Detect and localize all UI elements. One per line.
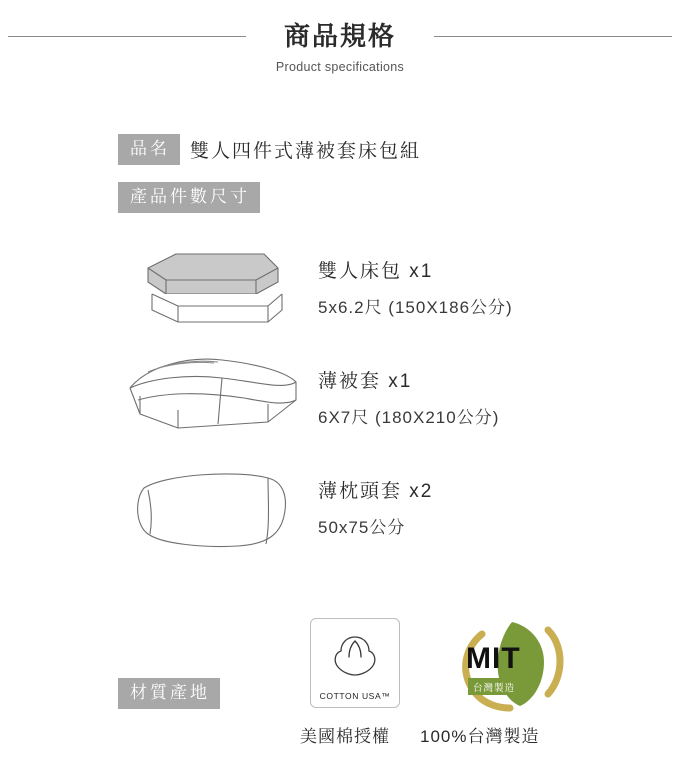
item-dimension: 50x75公分	[318, 518, 406, 537]
item-text	[308, 458, 433, 538]
item-text	[308, 238, 513, 318]
cotton-usa-badge	[310, 618, 400, 708]
list-item	[118, 458, 638, 568]
item-title: 雙人床包 x1	[318, 261, 434, 282]
mit-badge-text: MIT	[466, 642, 521, 675]
page-header	[0, 0, 680, 90]
item-title: 薄枕頭套 x2	[318, 481, 434, 502]
list-item	[118, 348, 638, 458]
product-name-value: 雙人四件式薄被套床包組	[190, 140, 422, 162]
mattress-illustration	[118, 238, 308, 338]
product-name-row	[118, 134, 421, 165]
item-text	[308, 348, 499, 428]
item-dimension: 6X7尺 (180X210公分)	[318, 408, 500, 427]
duvet-illustration	[118, 348, 308, 448]
header-rule-left	[8, 36, 246, 37]
mit-caption: 100%台灣製造	[420, 727, 540, 746]
certification-badges	[300, 618, 610, 718]
list-item	[118, 238, 638, 348]
pillowcase-illustration	[118, 458, 308, 558]
mit-badge-subtext: 台灣製造	[468, 678, 520, 695]
sizes-section-header	[118, 182, 260, 213]
material-section-header	[118, 678, 220, 709]
page-title: 商品規格	[270, 22, 410, 51]
badge-captions	[300, 722, 620, 747]
cotton-boll-icon	[329, 631, 381, 683]
item-title: 薄被套 x1	[318, 371, 413, 392]
page-subtitle: Product specifications	[275, 59, 405, 74]
cotton-usa-badge-text: COTTON USA™	[319, 691, 391, 701]
item-dimension: 5x6.2尺 (150X186公分)	[318, 298, 513, 317]
cotton-usa-caption: 美國棉授權	[300, 727, 390, 746]
item-list	[118, 238, 638, 568]
product-name-label: 品名	[118, 134, 180, 165]
sizes-section-label: 產品件數尺寸	[118, 182, 260, 213]
material-section-label: 材質產地	[118, 678, 220, 709]
header-rule-right	[434, 36, 672, 37]
mit-badge	[452, 616, 572, 712]
